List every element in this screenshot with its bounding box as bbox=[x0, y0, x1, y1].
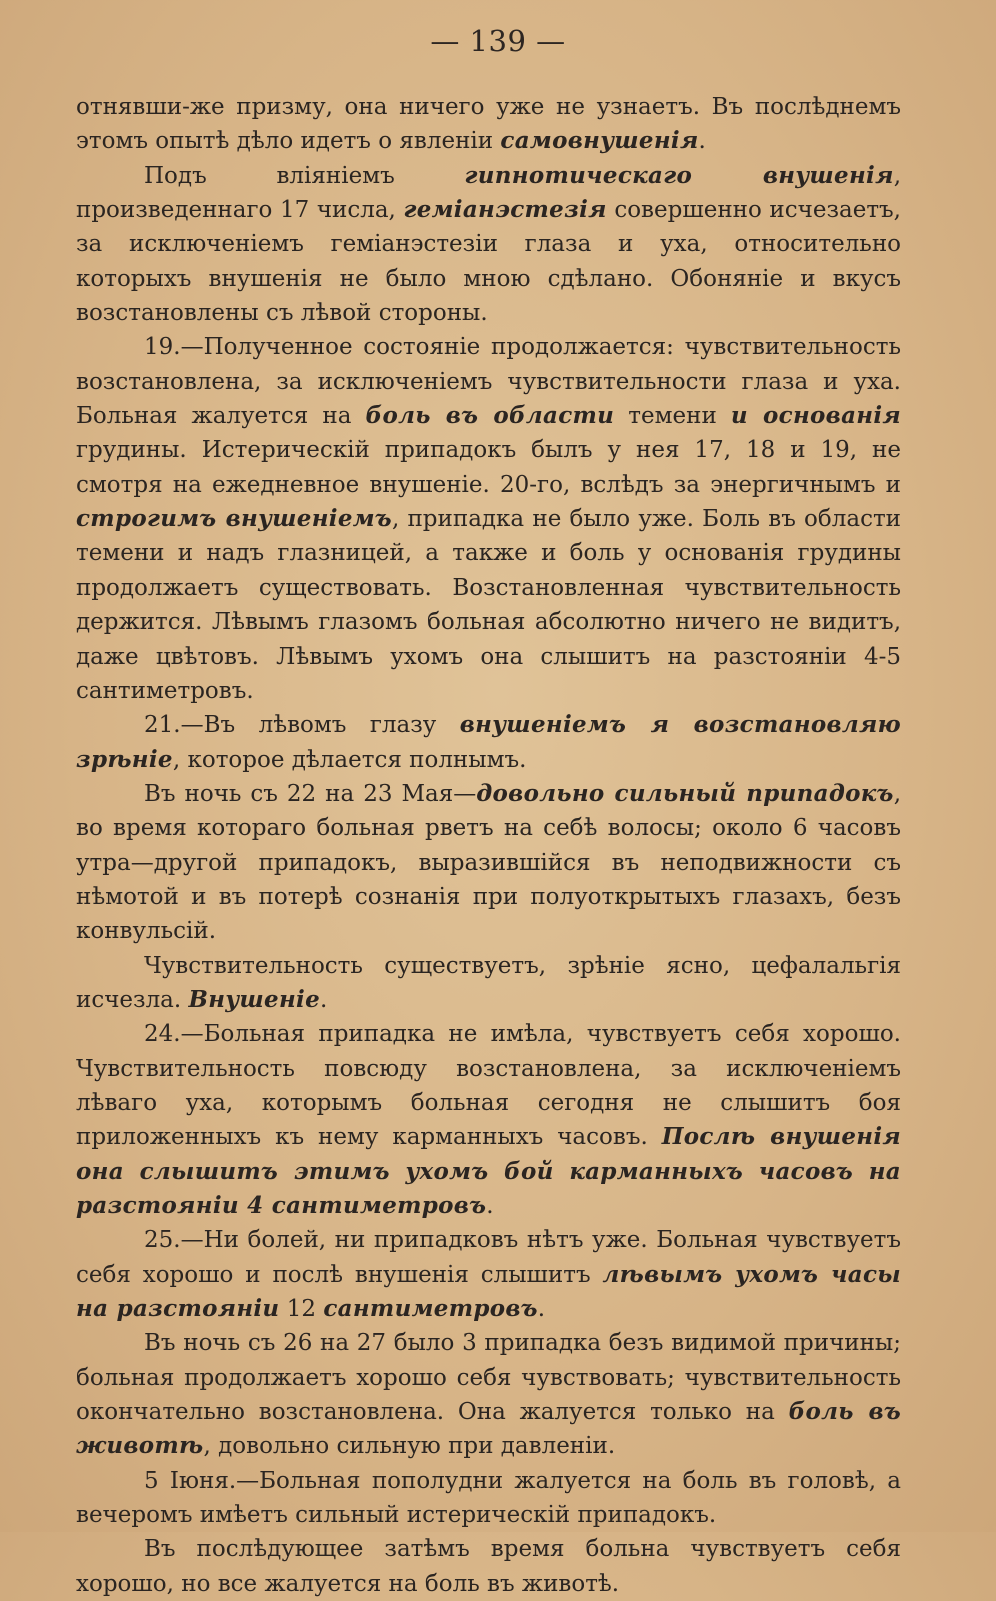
text-run: Чувствительность существуетъ, зрѣніе ясно, цефалальгія исчезла. bbox=[76, 952, 901, 1013]
italic-run: боль въ животѣ bbox=[76, 1398, 901, 1460]
paragraph bbox=[76, 1017, 901, 1223]
paragraph bbox=[76, 90, 901, 159]
text-run: 24.—Больная припадка не имѣла, чувствуетъ себя хорошо. Чувствительность повсюду возстановлена, за исключеніемъ лѣваго уха, которымъ больная сегодня не слышитъ боя приложенныхъ къ нему карманныхъ часовъ. bbox=[76, 1021, 901, 1151]
italic-run: геміанэстезія bbox=[403, 196, 607, 224]
italic-run: гипнотическаго внушенія bbox=[464, 161, 894, 189]
paragraph bbox=[76, 1326, 901, 1463]
body-text bbox=[76, 90, 901, 1601]
text-run: темени bbox=[614, 403, 731, 430]
text-run: , во время котораго больная рветъ на себѣ волосы; около 6 часовъ утра—другой припадокъ, выразившійся въ неподвижности съ нѣмотой и въ потерѣ сознанія при полуоткрытыхъ глазахъ, безъ конвульсій. bbox=[76, 780, 902, 945]
text-run: . bbox=[486, 1193, 494, 1219]
text-run: , довольно сильную при давленіи. bbox=[203, 1433, 616, 1460]
text-run: , произведеннаго 17 числа, bbox=[76, 162, 901, 224]
text-run: Въ послѣдующее затѣмъ время больна чувствуетъ себя хорошо, но все жалуется на боль въ животѣ. bbox=[76, 1536, 901, 1597]
paragraph bbox=[76, 777, 901, 949]
paragraph bbox=[76, 1532, 901, 1601]
paragraph bbox=[76, 330, 901, 708]
paragraph bbox=[76, 1223, 901, 1326]
text-run: 19.—Полученное состояніе продолжается: чувствительность возстановлена, за исключеніемъ чувствительности глаза и уха. Больная жалуется на bbox=[76, 334, 901, 430]
text-run: , припадка не было уже. Боль въ области темени и надъ глазницей, а также и боль у основанія грудины продолжаетъ существовать. Возстановленная чувствительность держится. Лѣвымъ глазомъ больная абсолютно ничего не видитъ, даже цвѣтовъ. Лѣвымъ ухомъ она слышитъ на разстояніи 4-5 сантиметровъ. bbox=[76, 506, 901, 704]
text-run: . bbox=[320, 986, 328, 1013]
italic-run: и основанія bbox=[730, 402, 901, 430]
italic-run: довольно сильный припадокъ bbox=[476, 779, 894, 807]
page-number: — 139 — bbox=[430, 24, 566, 58]
text-run: совершенно исчезаетъ, за исключеніемъ геміанэстезіи глаза и уха, относительно которыхъ внушенія не было мною сдѣлано. Обоняніе и вкусъ возстановлены съ лѣвой стороны. bbox=[76, 197, 901, 327]
text-run: . bbox=[537, 1296, 546, 1323]
paragraph bbox=[76, 1464, 901, 1533]
text-run: . bbox=[698, 128, 706, 155]
text-run: 12 bbox=[279, 1296, 324, 1323]
italic-run: Внушеніе bbox=[188, 985, 321, 1013]
italic-run: Послѣ внушенія она слышитъ этимъ ухомъ бой карманныхъ часовъ на разстояніи 4 сантиметровъ bbox=[76, 1123, 901, 1219]
italic-run: внушеніемъ я возстановляю зрѣніе bbox=[76, 711, 901, 773]
text-run: Подъ вліяніемъ bbox=[144, 162, 465, 189]
text-run: 25.—Ни болей, ни припадковъ нѣтъ уже. Больная чувствуетъ себя хорошо и послѣ внушенія слышитъ bbox=[76, 1227, 901, 1288]
text-run: 21.—Въ лѣвомъ глазу bbox=[144, 712, 460, 739]
text-run: Въ ночь съ 26 на 27 было 3 припадка безъ видимой причины; больная продолжаетъ хорошо себя чувствовать; чувствительность окончательно возстановлена. Она жалуется только на bbox=[76, 1330, 901, 1426]
text-run: 5 Іюня.—Больная пополудни жалуется на боль въ головѣ, а вечеромъ имѣетъ сильный истерическій припадокъ. bbox=[76, 1467, 901, 1529]
text-run: грудины. Истерическій припадокъ былъ у нея 17, 18 и 19, не смотря на ежедневное внушеніе. 20-го, вслѣдъ за энергичнымъ и bbox=[76, 437, 901, 498]
italic-run: самовнушенія bbox=[500, 127, 699, 155]
italic-run: строгимъ внушеніемъ bbox=[76, 505, 392, 533]
italic-run: лѣвымъ ухомъ часы на разстояніи bbox=[76, 1260, 902, 1323]
italic-run: боль въ области bbox=[365, 402, 615, 430]
italic-run: сантиметровъ bbox=[323, 1295, 538, 1323]
text-run: отнявши-же призму, она ничего уже не узнаетъ. Въ послѣднемъ этомъ опытѣ дѣло идетъ о явленіи bbox=[76, 94, 901, 155]
paragraph bbox=[76, 949, 901, 1018]
paragraph bbox=[76, 708, 901, 777]
text-run: , которое дѣлается полнымъ. bbox=[172, 746, 527, 773]
text-run: Въ ночь съ 22 на 23 Мая— bbox=[144, 780, 477, 807]
paragraph bbox=[76, 159, 901, 331]
